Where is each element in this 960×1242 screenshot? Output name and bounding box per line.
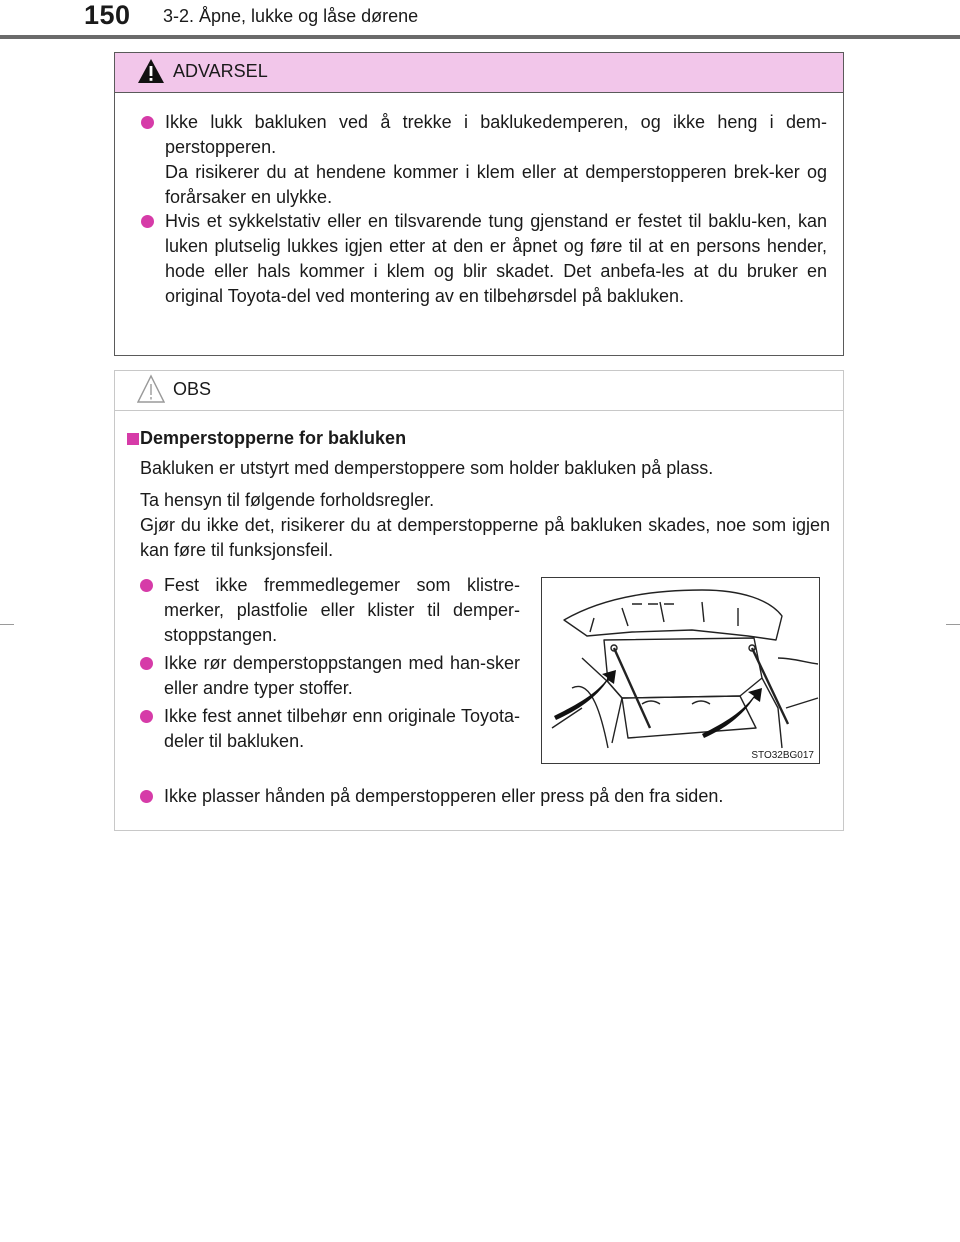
notice-item-text: Ikke fest annet tilbehør enn originale Toyota-deler til bakluken.	[164, 706, 520, 751]
tailgate-drawing	[542, 578, 819, 763]
notice-item	[140, 704, 520, 754]
warning-label: ADVARSEL	[173, 61, 268, 81]
tailgate-illustration	[541, 577, 820, 764]
warning-item-text: Ikke lukk bakluken ved å trekke i baklukedemperen, og ikke heng i dem-perstopperen.	[165, 112, 827, 157]
warning-box	[114, 52, 844, 356]
notice-item	[140, 573, 520, 648]
warning-item-text: Hvis et sykkelstativ eller en tilsvarende tung gjenstand er festet til baklu-ken, kan luken plutselig lukkes igjen etter at den er åpnet og føre til at en persons hender, hode eller hals kommer i klem og blir skadet. Det anbefa-les at du bruker en original Toyota-del ved montering av en tilbehørsdel på bakluken.	[165, 211, 827, 306]
notice-label: OBS	[173, 379, 212, 399]
notice-item-text: Fest ikke fremmedlegemer som klistre-merker, plastfolie eller klister til demper-stoppstangen.	[164, 575, 520, 645]
square-bullet-icon	[127, 433, 139, 445]
notice-item-text: Ikke rør demperstoppstangen med han-sker eller andre typer stoffer.	[164, 653, 520, 698]
section-title: 3-2. Åpne, lukke og låse dørene	[163, 6, 419, 26]
header-rule	[0, 35, 960, 39]
crop-mark-left	[0, 624, 14, 625]
warning-header	[115, 53, 843, 93]
warning-triangle-icon	[137, 58, 165, 84]
bullet-dot-icon	[141, 116, 154, 129]
warning-item	[141, 209, 827, 309]
warning-item-text: Da risikerer du at hendene kommer i klem eller at demperstopperen brek-ker og forårsaker en ulykke.	[165, 162, 827, 207]
notice-box	[114, 370, 844, 831]
caution-line: Ta hensyn til følgende forholdsregler.	[140, 490, 435, 510]
notice-item-text: Ikke plasser hånden på demperstopperen eller press på den fra siden.	[164, 786, 724, 806]
bullet-dot-icon	[140, 710, 153, 723]
bullet-dot-icon	[140, 790, 153, 803]
bullet-dot-icon	[141, 215, 154, 228]
page-number: 150	[84, 0, 131, 30]
bullet-dot-icon	[140, 579, 153, 592]
caution-outline-triangle-icon	[137, 374, 165, 404]
notice-heading: Demperstopperne for bakluken	[140, 428, 407, 448]
figure-code: STO32BG017	[751, 750, 814, 761]
notice-intro: Bakluken er utstyrt med demperstoppere som holder bakluken på plass.	[140, 458, 714, 478]
crop-mark-right	[946, 624, 960, 625]
notice-item	[140, 784, 830, 809]
warning-item	[141, 110, 827, 210]
caution-line: Gjør du ikke det, risikerer du at demperstopperne på bakluken skades, noe som igjen kan føre til funksjonsfeil.	[140, 515, 830, 560]
notice-caution	[140, 488, 830, 563]
bullet-dot-icon	[140, 657, 153, 670]
notice-item	[140, 651, 520, 701]
notice-header	[115, 371, 843, 411]
